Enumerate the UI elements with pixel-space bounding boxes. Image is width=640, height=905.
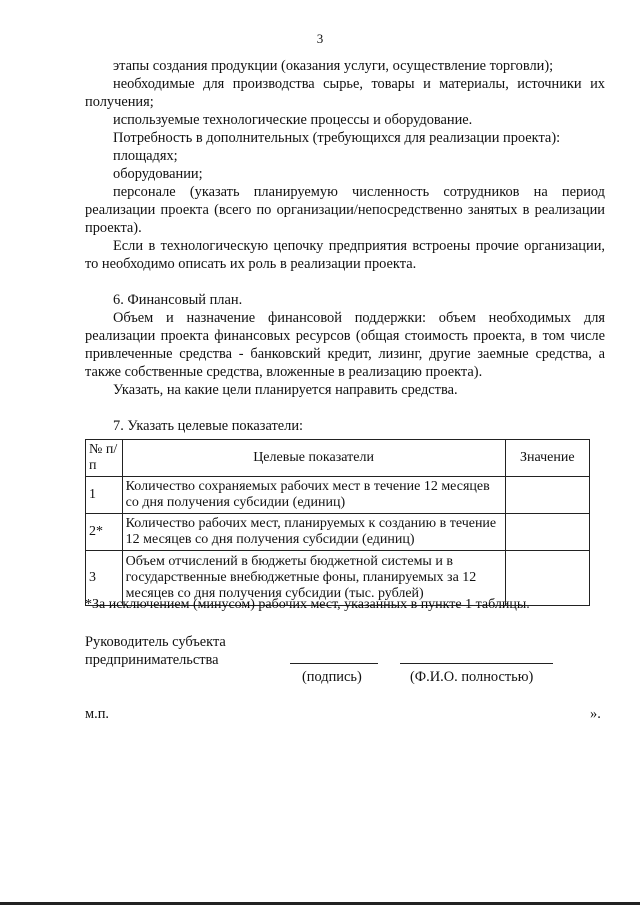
header-number: № п/п (86, 440, 123, 477)
paragraph-materials: необходимые для производства сырье, товары и материалы, источники их получения; (85, 76, 605, 110)
signatory-role-line1: Руководитель субъекта (85, 634, 226, 650)
target-indicators-table (85, 439, 590, 606)
closing-quote: ». (590, 706, 601, 722)
signatory-role-line2: предпринимательства (85, 652, 219, 668)
table-row (86, 514, 590, 551)
row-number: 3 (86, 551, 123, 606)
signature-line (290, 663, 378, 664)
row-number: 1 (86, 477, 123, 514)
paragraph-stages: этапы создания продукции (оказания услуги, осуществление торговли); (113, 58, 554, 74)
row-indicator: Количество рабочих мест, планируемых к созданию в течение 12 месяцев со дня получения субсидии (единиц) (122, 514, 505, 551)
row-indicator: Количество сохраняемых рабочих мест в течение 12 месяцев со дня получения субсидии (единиц) (122, 477, 505, 514)
table-header-row (86, 440, 590, 477)
paragraph-goals: Указать, на какие цели планируется направить средства. (113, 382, 458, 398)
paragraph-areas: площадях; (113, 148, 178, 164)
document-body (85, 57, 605, 435)
full-name-caption: (Ф.И.О. полностью) (410, 669, 534, 685)
full-name-line (400, 663, 553, 664)
stamp-place: м.п. (85, 706, 110, 722)
paragraph-needs: Потребность в дополнительных (требующихся для реализации проекта): (113, 130, 561, 146)
page-number: 3 (316, 31, 324, 46)
section-target-indicators: 7. Указать целевые показатели: (113, 418, 304, 434)
signature-caption: (подпись) (302, 669, 362, 685)
header-indicator: Целевые показатели (122, 440, 505, 477)
row-value (505, 477, 590, 514)
paragraph-processes: используемые технологические процессы и оборудование. (113, 112, 473, 128)
table-footnote: *За исключением (минусом) рабочих мест, указанных в пункте 1 таблицы. (85, 597, 530, 612)
paragraph-equipment: оборудовании; (113, 166, 203, 182)
section-financial-plan: 6. Финансовый план. (113, 292, 243, 308)
paragraph-personnel: персонале (указать планируемую численность сотрудников на период реализации проекта (всего по организации/непосредственно занятых в реализации проекта). (85, 184, 605, 236)
signatory-role (85, 633, 226, 669)
table-row (86, 477, 590, 514)
row-indicator: Объем отчислений в бюджеты бюджетной системы и в государственные внебюджетные фоны, планируемых за 12 месяцев со дня получения субсидии (тыс. рублей) (122, 551, 505, 606)
row-number: 2* (86, 514, 123, 551)
paragraph-financial-support: Объем и назначение финансовой поддержки: объем необходимых для реализации проекта финансовых ресурсов (общая стоимость проекта, в том числе привлеченные средства - банковский кредит, лизинг, другие заемные средства, а также собственные средства, вложенные в реализацию проекта). (85, 310, 605, 380)
row-value (505, 514, 590, 551)
paragraph-chain: Если в технологическую цепочку предприятия встроены прочие организации, то необходимо описать их роль в реализации проекта. (85, 238, 605, 272)
header-value: Значение (505, 440, 590, 477)
